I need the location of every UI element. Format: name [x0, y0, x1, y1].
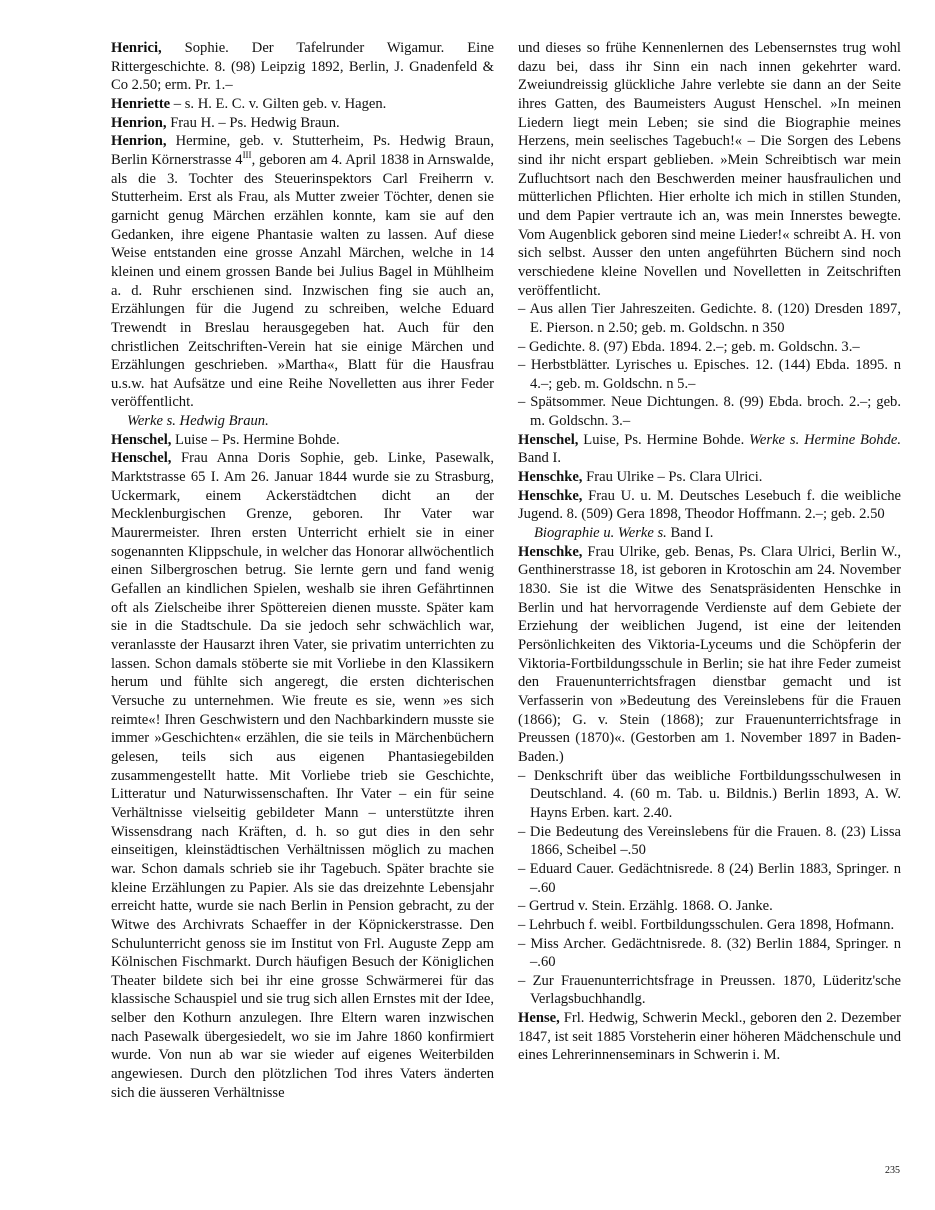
left-column	[111, 39, 494, 1102]
works-text: Werke s. Hermine Bohde.	[749, 431, 901, 448]
entry-head: Henschke,	[518, 487, 583, 504]
entry-head: Henschke,	[518, 543, 583, 560]
entry-henrion-h	[111, 114, 494, 133]
entry-text: Sophie. Der Tafelrunder Wigamur. Eine Rittergeschichte. 8. (98) Leipzig 1892, Berlin, J. Gnadenfeld & Co 2.50; erm. Pr. 1.–	[111, 40, 494, 94]
work-item: – Denkschrift über das weibliche Fortbildungsschulwesen in Deutschland. 4. (60 m. Tab. u. Bildnis.) Berlin 1893, A. W. Hayns Erben. kart. 2.40.	[518, 767, 901, 821]
works-reference	[111, 412, 494, 431]
right-column	[518, 39, 901, 1065]
entry-text: Hermine, geb. v. Stutterheim, Ps. Hedwig Braun, Berlin Körnerstrasse 4	[111, 133, 494, 168]
work-item: – Spätsommer. Neue Dichtungen. 8. (99) Ebda. broch. 2.–; geb. m. Goldschn. 3.–	[518, 394, 901, 430]
entry-text: Frau H. – Ps. Hedwig Braun.	[166, 114, 340, 131]
entry-head: Henriette	[111, 95, 171, 112]
works-text: Werke s. Hedwig Braun.	[127, 413, 269, 430]
continued-text: und dieses so frühe Kennenlernen des Lebensernstes trug wohl dazu bei, dass ihr Sinn ein nach innen gekehrter ward. Zweiundreissig glückliche Jahre verlebte sie dann an der Seite ihres Gatten, des Baumeisters August Henschel. »In meinen Liedern liegt mein Leben; sie sind die Biographie meines Herzens, mein seelisches Tagebuch!« – Die Sorgen des Lebens sind ihr nicht erspart geblieben. »Mein Schreibtisch war mein Zufluchtsort nach den Beschwerden meiner hausfraulichen und mütterlichen Pflichten. Hier erholte ich mich in stillen Stunden, und dem Papier vertraute ich an, was mein Innerstes bewegte. Vom Augenblick geboren sind meine Lieder!« schreibt A. H. von sich selbst. Ausser den unten angeführten Büchern sind noch verschiedene kleine Novellen und Novelletten in Zeitschriften veröffentlicht.	[518, 40, 901, 299]
work-item: – Gertrud v. Stein. Erzählg. 1868. O. Janke.	[518, 898, 773, 915]
entry-head: Henschke,	[518, 469, 583, 486]
work-item: – Herbstblätter. Lyrisches u. Episches. 12. (144) Ebda. 1895. n 4.–; geb. m. Goldschn. n 5.–	[518, 357, 901, 392]
entry-henschke-u-m	[518, 487, 901, 524]
bio-reference	[518, 524, 901, 543]
entry-text: Frau Ulrike – Ps. Clara Ulrici.	[582, 469, 763, 486]
works-text: Biographie u. Werke s.	[534, 525, 667, 542]
entry-head: Henrion,	[111, 133, 167, 150]
entry-text: Band I.	[666, 525, 714, 542]
floor-superscript: III	[242, 150, 252, 161]
work-item: – Miss Archer. Gedächtnisrede. 8. (32) Berlin 1884, Springer. n –.60	[518, 935, 901, 971]
entry-henriette	[111, 95, 494, 114]
entry-head: Henrici,	[111, 40, 162, 56]
work-item: – Lehrbuch f. weibl. Fortbildungsschulen. Gera 1898, Hofmann.	[518, 916, 895, 933]
entry-text: – s. H. E. C. v. Gilten geb. v. Hagen.	[170, 95, 387, 112]
entry-text: Frau Ulrike, geb. Benas, Ps. Clara Ulrici, Berlin W., Genthinerstrasse 18, ist geboren in Krotoschin am 24. November 1830. Sie ist die Witwe des Senatspräsidenten Henschke in Berlin und hat hervorragende Verdienste auf dem Gebiete der Erziehung der weiblichen Jugend, ist eine der leitenden Persönlichkeiten des Viktoria-Lyceums und die Schöpferin der Viktoria-Fortbildungsschule in Berlin; sie hat ihre Feder zumeist den Frauenunterrichtsfragen dienstbar gemacht und ist Verfasserin von »Bedeutung des Vereinslebens für die Frauen (1866); G. v. Stein (1868); zur Frauenunterrichtsfrage in Preussen (1870)«. (Gestorben am 1. November 1897 in Baden-Baden.)	[518, 543, 901, 765]
entry-text: Luise, Ps. Hermine Bohde.	[578, 431, 750, 448]
entry-text: , geboren am 4. April 1838 in Arnswalde, als die 3. Tochter des Steuerinspektors Carl Freiherrn v. Stutterheim. Erst als Frau, als Mutter zweier Töchter, denen sie garnicht genug Märchen erzählen konnte, kam sie auf den Gedanken, ihre eigene Phantasie walten zu lassen. Auf diese Weise entstanden eine grosse Anzahl Märchen, welche in 14 kleinen und einem grossen Bande bei Julius Bagel in Mühlheim a. d. Ruhr erschienen sind. Inzwischen fing sie auch an, Erzählungen für die Jugend zu schreiben, welche Eduard Trewendt in Breslau herausgegeben hat. Auch für den christlichen Zeitschriften-Verein hat sie einige Märchen und Erzählungen geschrieben. »Martha«, Blatt für die Hausfrau u.s.w. hat Aufsätze und eine Reihe Novelletten aus ihrer Feder veröffentlicht.	[111, 151, 494, 411]
entry-henschel-anna	[111, 449, 494, 1102]
work-item: – Eduard Cauer. Gedächtnisrede. 8 (24) Berlin 1883, Springer. n –.60	[518, 860, 901, 896]
entry-henschel-luise-2	[518, 431, 901, 468]
entry-text: Band I.	[518, 450, 561, 467]
entry-head: Henschel,	[111, 450, 172, 467]
entry-head: Henschel,	[518, 431, 579, 448]
work-item: – Die Bedeutung des Vereinslebens für die Frauen. 8. (23) Lissa 1866, Scheibel –.50	[518, 823, 901, 859]
entry-henrion-hermine	[111, 132, 494, 412]
entry-henschke-ulrike	[518, 468, 901, 487]
entry-text: Frau U. u. M. Deutsches Lesebuch f. die weibliche Jugend. 8. (509) Gera 1898, Theodor Hoffmann. 2.–; geb. 2.50	[518, 487, 901, 523]
entry-henrici	[111, 39, 494, 95]
work-item: – Zur Frauenunterrichtsfrage in Preussen. 1870, Lüderitz'sche Verlagsbuchhandlg.	[518, 972, 901, 1008]
work-item: – Aus allen Tier Jahreszeiten. Gedichte. 8. (120) Dresden 1897, E. Pierson. n 2.50; geb. m. Goldschn. n 350	[518, 301, 901, 336]
entry-head: Henschel,	[111, 431, 172, 448]
entry-text: Frau Anna Doris Sophie, geb. Linke, Pasewalk, Marktstrasse 65 I. Am 26. Januar 1844 wurde sie zu Strasburg, Uckermark, einem Ackerstädtchen dicht an der Mecklenburgischen Grenze, geboren. Ihr Vater war Maurermeister. Ihren ersten Unterricht erhielt sie in einer sogenannten Klippschule, in welcher das Honorar allwöchentlich einen Silbergroschen betrug. Sie lernte gern und fand wenig Gefallen an kindlichen Spielen, weshalb sie ihren Gefährtinnen oft als Zielscheibe ihrer Spöttereien dienen musste. Später kam sie in die Stadtschule. Da sie jedoch sehr schwächlich war, veranlasste der Hausarzt ihren Vater, sie privatim unterrichten zu lassen. Schon damals stöberte sie mit Vorliebe in den Klassikern herum und fühlte sich angeregt, die ersten dichterischen Versuche zu unternehmen. Wie freute es sie, wenn »es sich reimte«! Ihren Geschwistern und den Nachbarkindern musste sie immer »Geschichten« erzählen, die sie teils in Märchenbüchern gelesen, teils sich aus eigenen Phantasiegebilden zusammengestellt hatte. Mit Vorliebe trieb sie Geschichte, Litteratur und Naturwissenschaften. Ihr Vater – ein für seine Verhältnisse vielseitig gebildeter Mann – unterstützte ihren Wissensdrang nach Kräften, d. h. so gut dies in den sehr einseitigen, kleinstädtischen Verhältnissen möglich zu machen war. Schon damals schrieb sie ihr Tagebuch. Später brachte sie kleine Erzählungen zu Papier. Als sie das dreizehnte Lebensjahr erreicht hatte, wurde sie nach Berlin in Pension gebracht, zu der Witwe des Archivrats Schaeffer in der Köpnickerstrasse. Den Schulunterricht genoss sie im Institut von Frl. Auguste Zepp am Kölnischen Fischmarkt. Durch häufigen Besuch der Königlichen Theater bildete sich bei ihr eine grosse Schwärmerei für das klassische Schauspiel und sie trug sich allen Ernstes mit der Idee, selber den Kothurn anzulegen. Ihre Eltern waren inzwischen nach Pasewalk übergesiedelt, wo sie im Jahre 1860 konfirmiert wurde. Von nun ab war sie wieder auf eigenes Weiterbilden angewiesen. Durch den plötzlichen Tod ihres Vaters änderten sich die äusseren Verhältnisse	[111, 450, 494, 1101]
entry-hense	[518, 1009, 901, 1065]
entry-text: Frl. Hedwig, Schwerin Meckl., geboren den 2. Dezember 1847, ist seit 1885 Vorsteherin einer höheren Mädchenschule und eines Lehrerinnenseminars in Schwerin i. M.	[518, 1010, 901, 1064]
work-item: – Gedichte. 8. (97) Ebda. 1894. 2.–; geb. m. Goldschn. 3.–	[518, 338, 860, 355]
entry-text: Luise – Ps. Hermine Bohde.	[171, 431, 340, 448]
entry-head: Hense,	[518, 1010, 560, 1027]
entry-henschel-luise	[111, 431, 494, 450]
entry-henschke-benas	[518, 543, 901, 767]
page-number: 235	[885, 1165, 900, 1176]
entry-head: Henrion,	[111, 114, 167, 131]
